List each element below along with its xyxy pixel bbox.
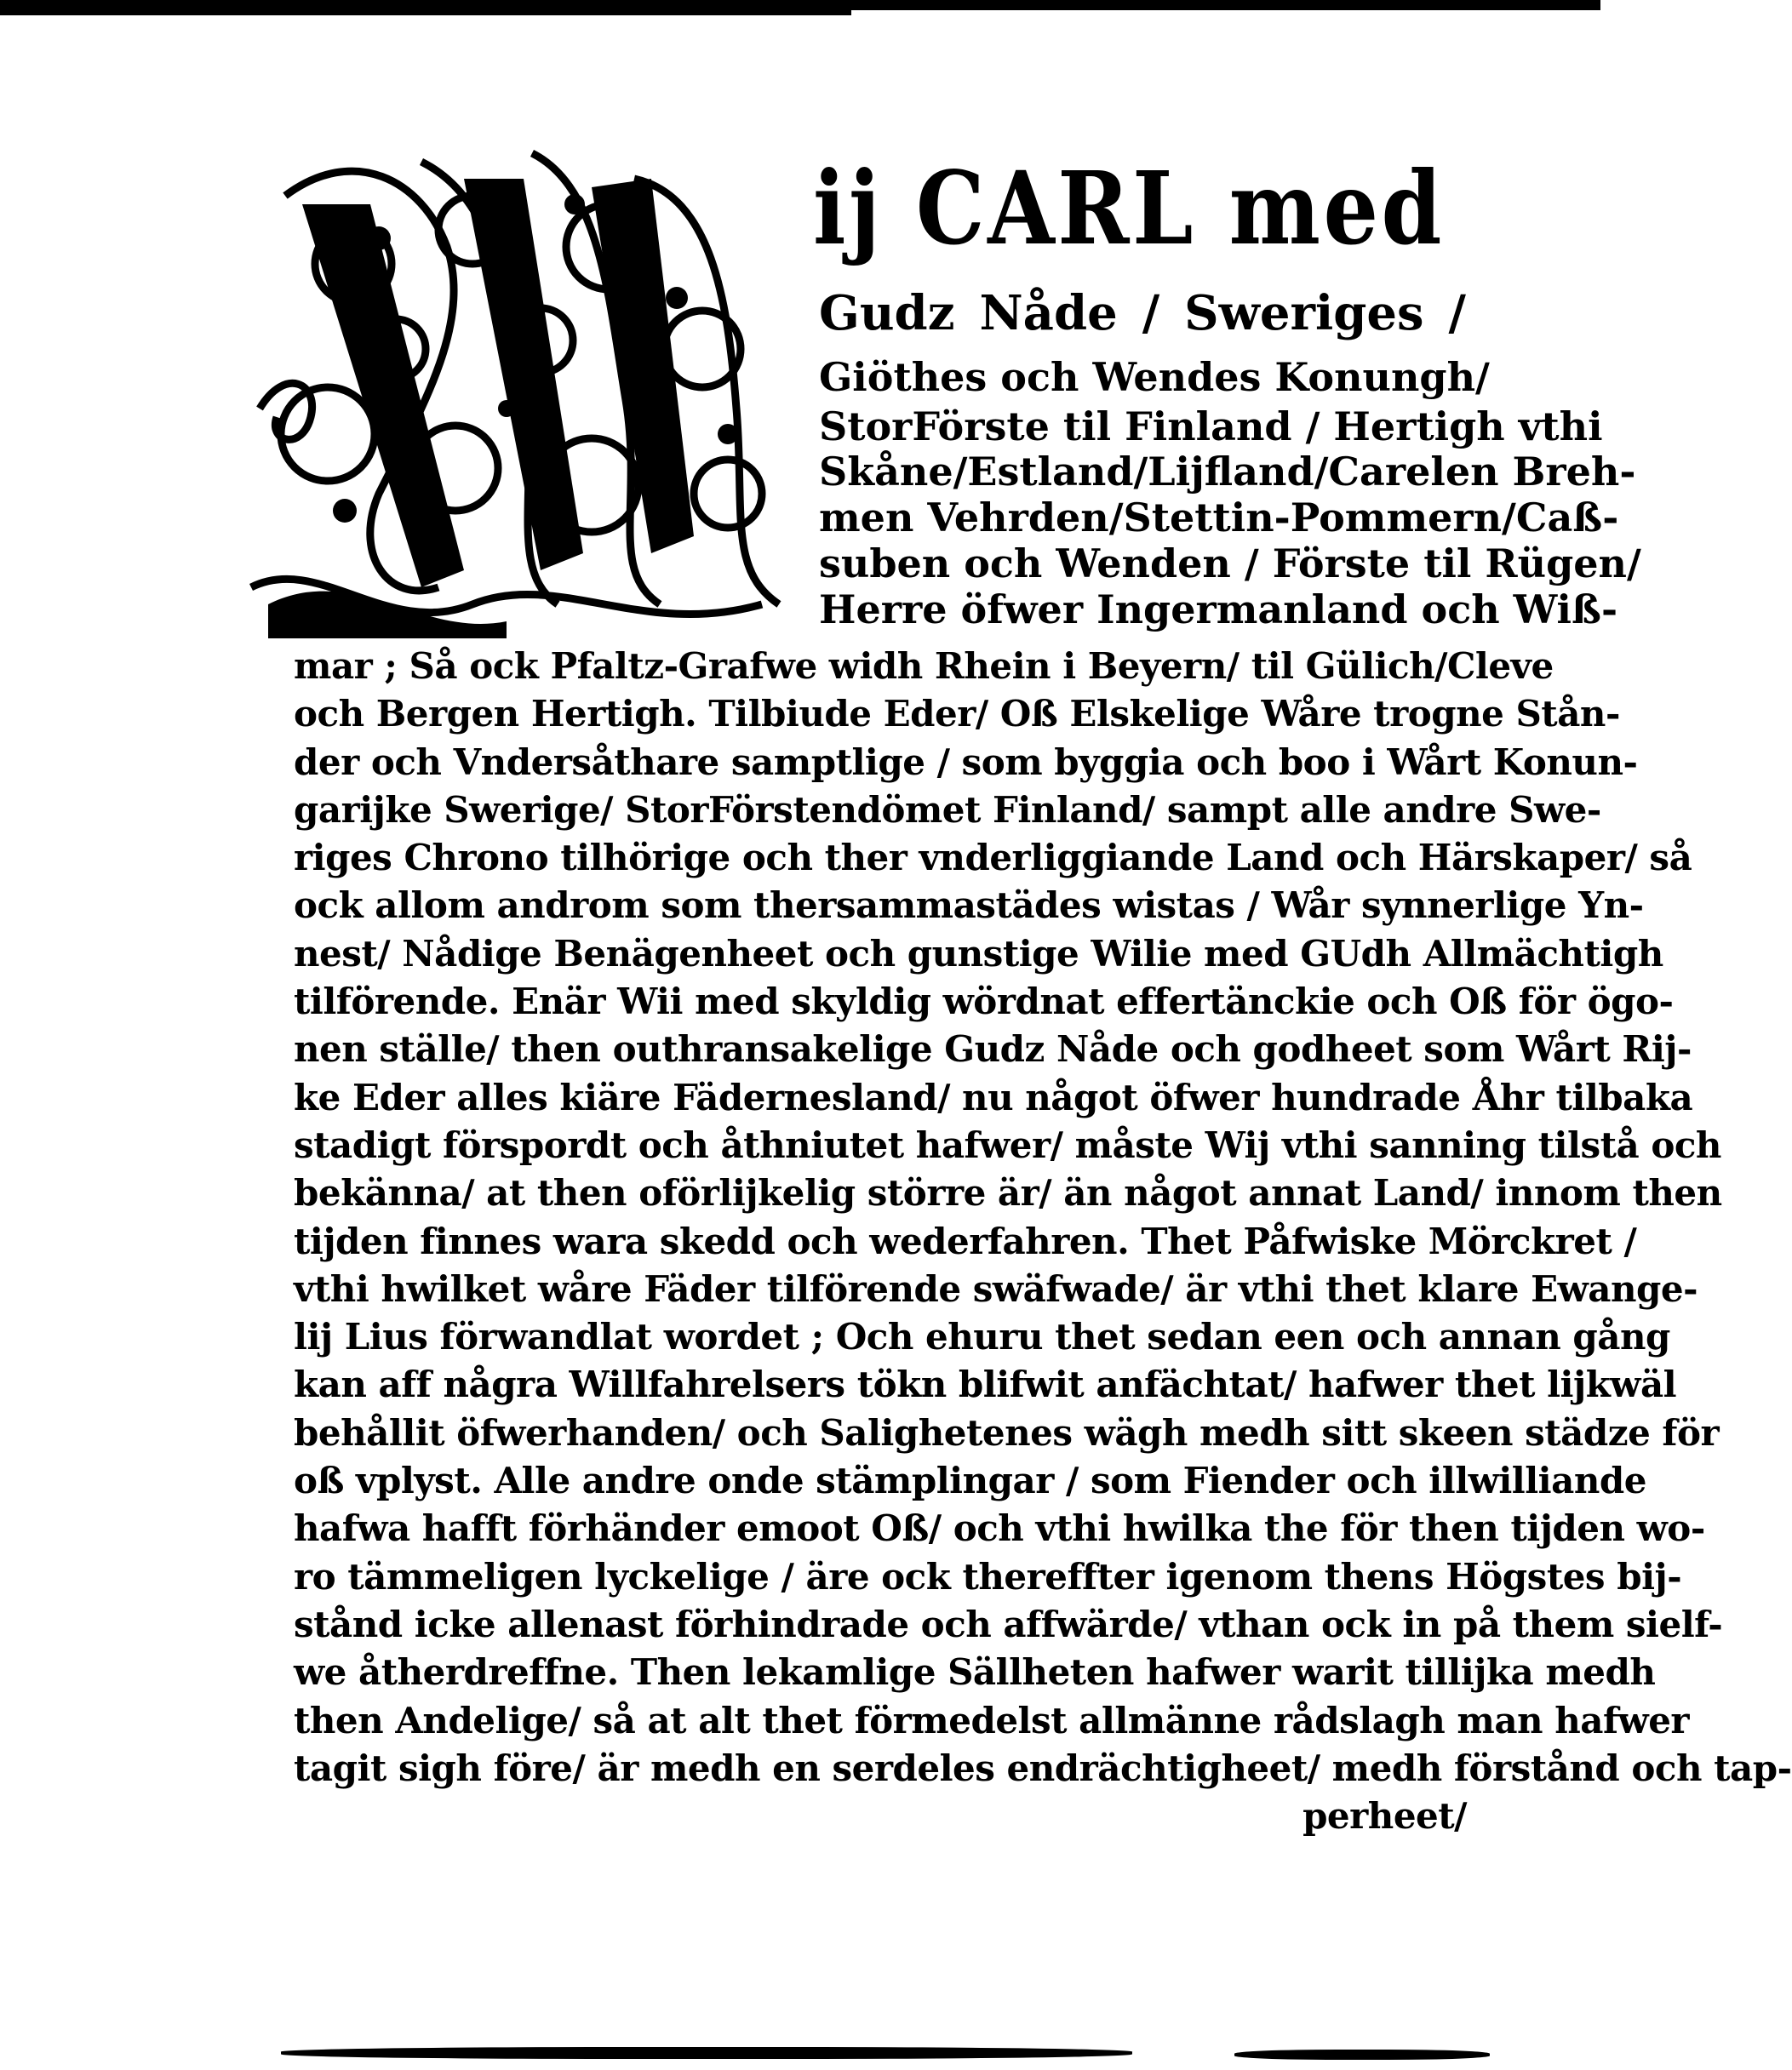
- body-line: garijke Swerige/ StorFörstendömet Finland/ sampt alle andre Swe-: [294, 788, 1601, 831]
- scan-artifact-bottom: [281, 2047, 1132, 2059]
- body-line: vthi hwilket wåre Fäder tilförende swäfwade/ är vthi thet klare Ewange-: [294, 1267, 1698, 1310]
- body-line: ro tämmeligen lyckelige / äre ock thereffter igenom thens Högstes bij-: [294, 1555, 1682, 1598]
- body-line: riges Chrono tilhörige och ther vnderliggiande Land och Härskaper/ så: [294, 837, 1692, 879]
- body-line: behållit öfwerhanden/ och Salighetenes wägh medh sitt skeen städze för: [294, 1411, 1720, 1454]
- body-line: nest/ Nådige Benägenheet och gunstige Wilie med GUdh Allmächtigh: [294, 932, 1663, 975]
- body-line: tijden finnes wara skedd och wederfahren. Thet Påfwiske Mörckret /: [294, 1220, 1637, 1262]
- body-line: ke Eder alles kiäre Fädernesland/ nu något öfwer hundrade Åhr tilbaka: [294, 1076, 1693, 1118]
- body-line: der och Vndersåthare samptlige / som byggia och boo i Wårt Konun-: [294, 741, 1638, 783]
- heading-line: Giöthes och Wendes Konungh/: [819, 354, 1490, 400]
- body-line: tagit sigh före/ är medh en serdeles endrächtigheet/ medh förstånd och tap-: [294, 1747, 1792, 1789]
- body-text: [294, 643, 1792, 1840]
- body-line: ock allom androm som thersammastädes wistas / Wår synnerlige Yn-: [294, 884, 1644, 927]
- body-line: och Bergen Hertigh. Tilbiude Eder/ Oß Elskelige Wåre trogne Stån-: [294, 693, 1620, 735]
- scan-border-top: [0, 0, 1600, 10]
- body-line: hafwa hafft förhänder emoot Oß/ och vthi hwilka the för then tijden wo-: [294, 1507, 1705, 1550]
- body-line: nen ställe/ then outhransakelige Gudz Nåde och godheet som Wårt Rij-: [294, 1028, 1692, 1071]
- heading-line: suben och Wenden / Förste til Rügen/: [819, 540, 1641, 586]
- heading-line: men Vehrden/Stettin-Pommern/Caß-: [819, 495, 1619, 540]
- catchword: perheet/: [1302, 1795, 1467, 1838]
- body-line: stånd icke allenast förhindrade och affwärde/ vthan ock in på them sielf-: [294, 1603, 1723, 1645]
- body-line: mar ; Så ock Pfaltz-Grafwe widh Rhein i Beyern/ til Gülich/Cleve: [294, 645, 1554, 687]
- body-line: bekänna/ at then oförlijkelig större är/ än något annat Land/ innom then: [294, 1172, 1722, 1215]
- body-line: lij Lius förwandlat wordet ; Och ehuru thet sedan een och annan gång: [294, 1316, 1670, 1358]
- body-line: kan aff några Willfahrelsers tökn blifwit anfächtat/ hafwer thet lijkwäl: [294, 1364, 1677, 1406]
- body-line: tilförende. Enär Wii med skyldig wördnat effertänckie och Oß för ögo-: [294, 981, 1674, 1023]
- scan-artifact-bottom: [1234, 2050, 1490, 2060]
- heading-line: Skåne/Estland/Lijfland/Carelen Breh-: [819, 449, 1636, 495]
- body-line: stadigt förspordt och åthniutet hafwer/ måste Wij vthi sanning tilstå och: [294, 1124, 1721, 1166]
- body-line: we åtherdreffne. Then lekamlige Sällheten hafwer warit tillijka medh: [294, 1651, 1656, 1694]
- body-line: then Andelige/ så at alt thet förmedelst allmänne rådslagh man hafwer: [294, 1699, 1690, 1741]
- heading-line: Herre öfwer Ingermanland och Wiß-: [819, 586, 1618, 632]
- scan-border-top-inner: [0, 10, 851, 15]
- ornamental-drop-cap-w: [251, 128, 804, 638]
- proclamation-title: ij CARL med: [813, 149, 1445, 267]
- body-line: oß vplyst. Alle andre onde stämplingar / som Fiender och illwilliande: [294, 1460, 1646, 1502]
- heading-line: StorFörste til Finland / Hertigh vthi: [819, 403, 1603, 449]
- heading-line: Gudz Nåde / Sweriges /: [819, 285, 1466, 341]
